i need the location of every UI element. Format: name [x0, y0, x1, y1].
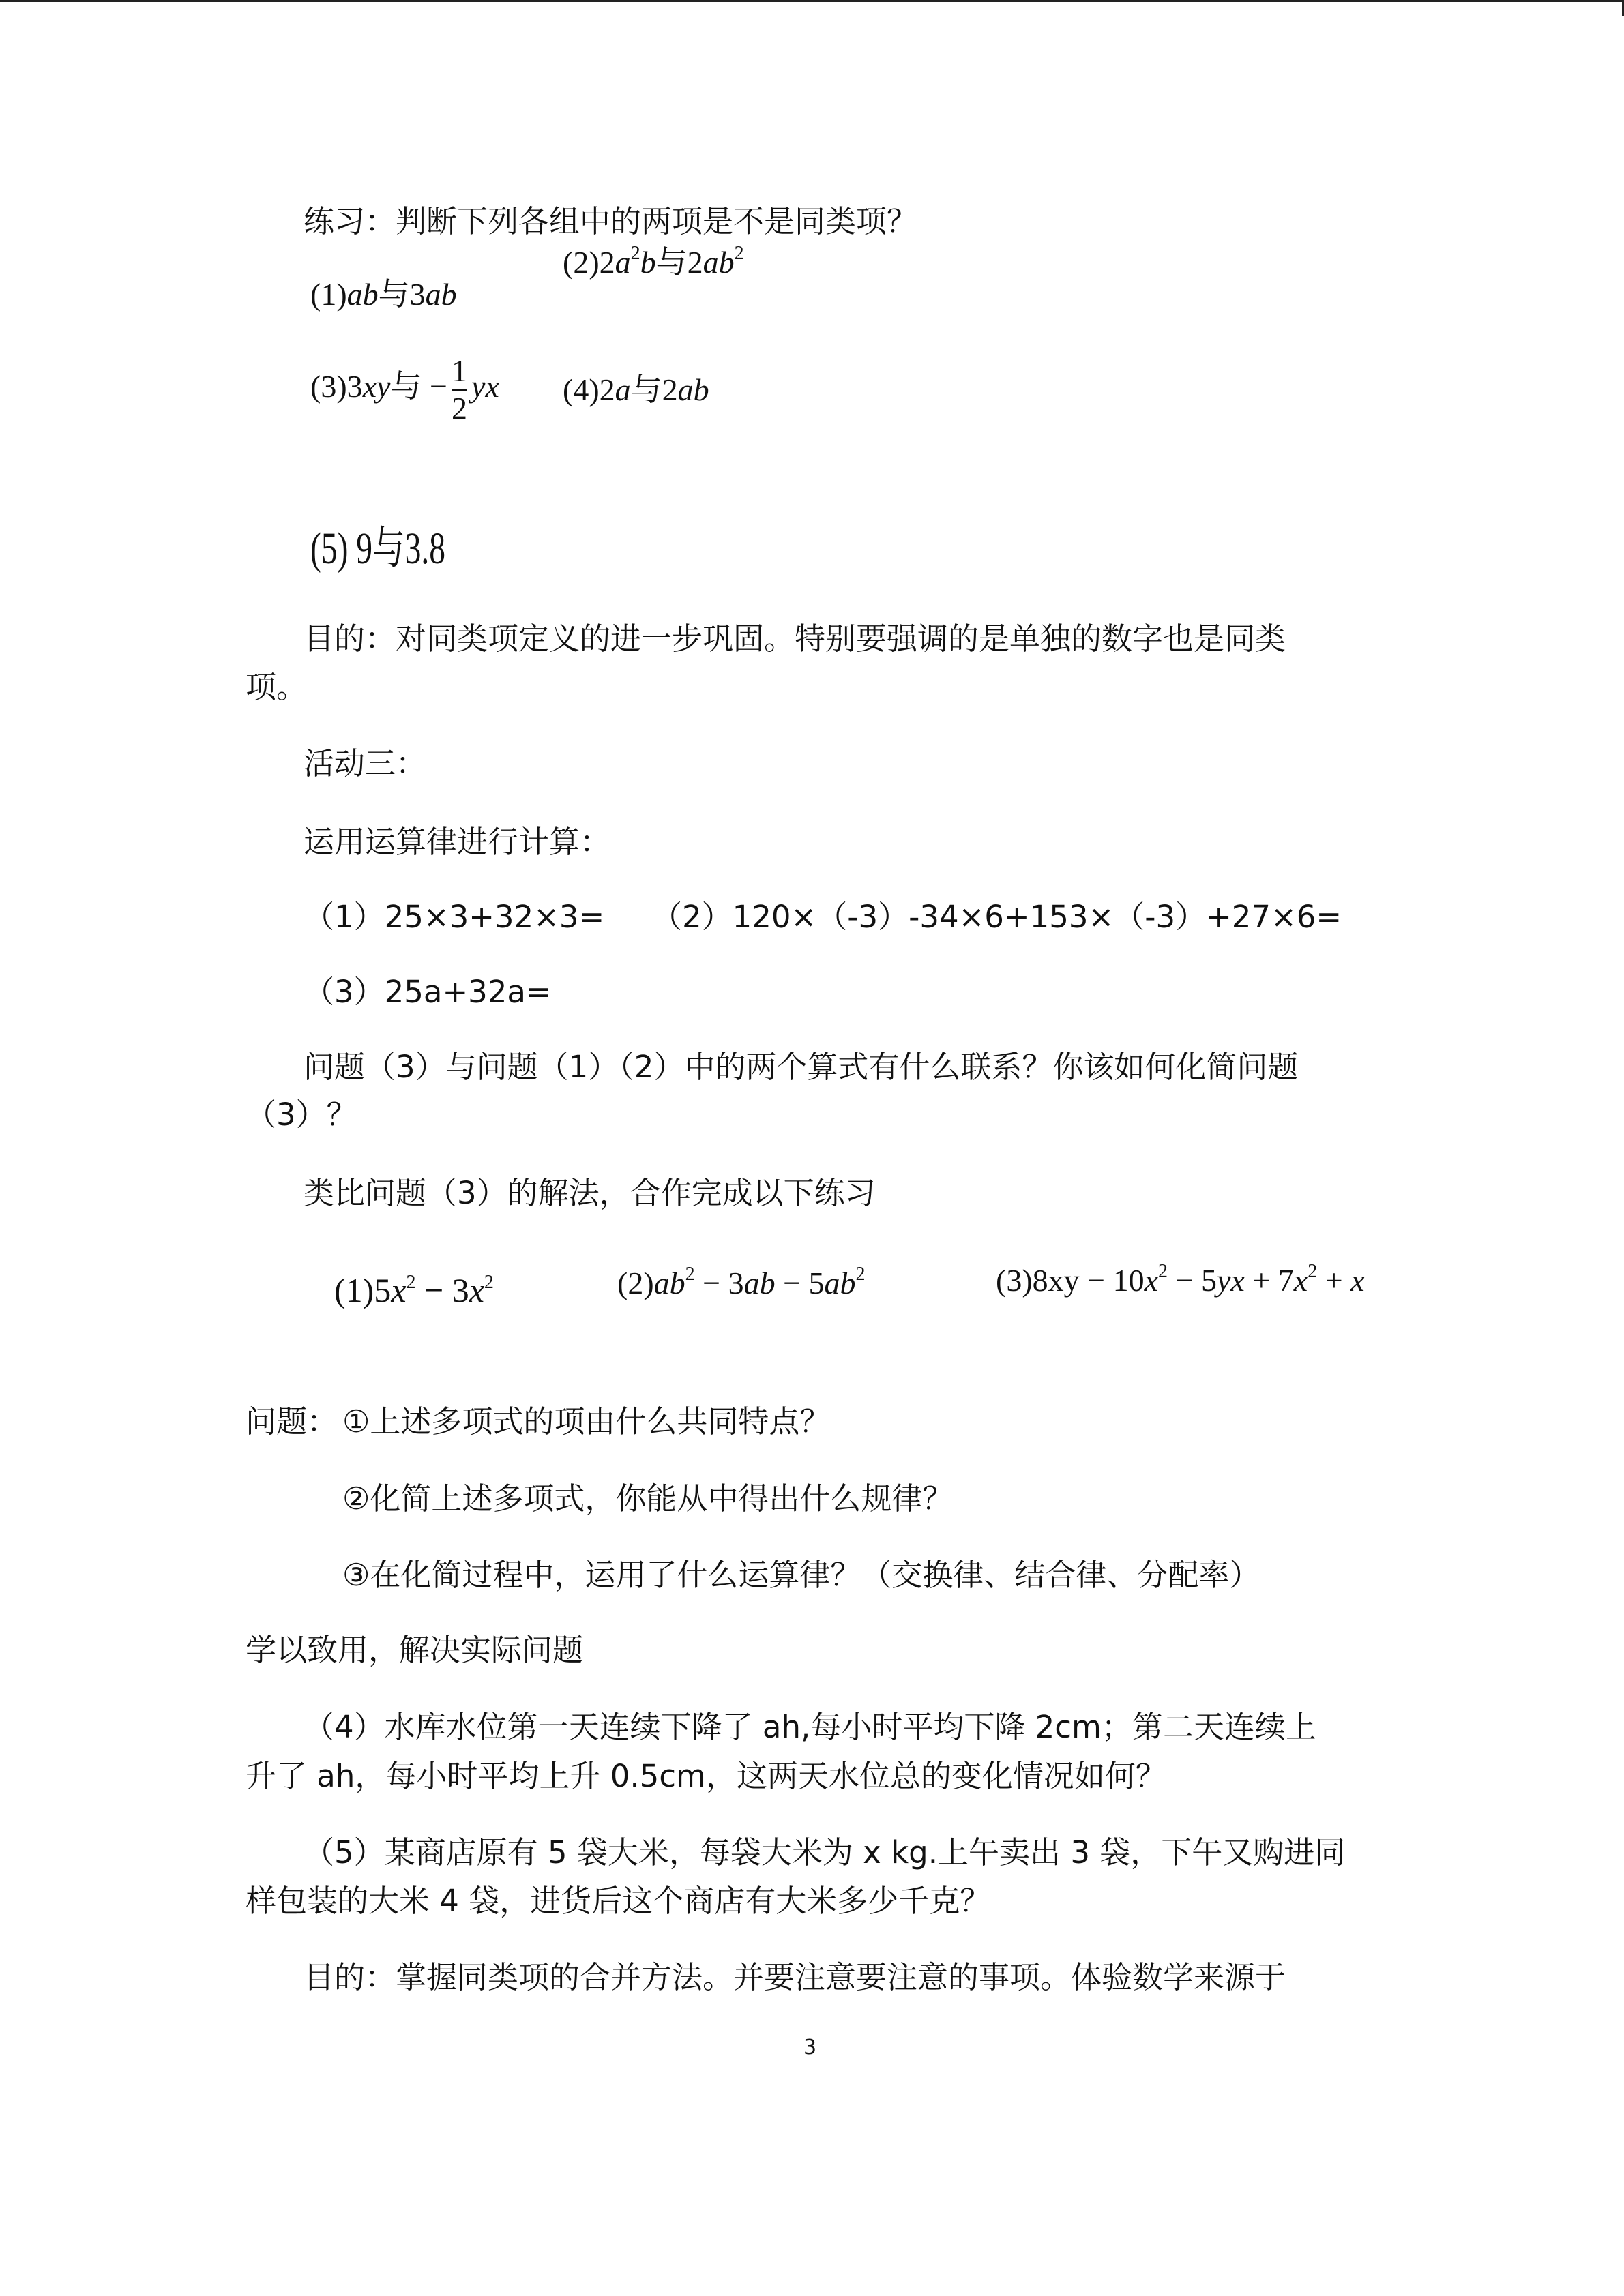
calc-question-3: （3）25a+32a= — [304, 974, 552, 1010]
exercise-item-4: (4)2a与2ab — [563, 372, 709, 407]
practice-expression-2: $(2)ab^2 - 3ab - 5ab^2$ — [617, 1264, 866, 1300]
practice-expression-3: $(3)8xy - 10x^2 - 5yx + 7x^2 + x$ — [996, 1261, 1365, 1298]
purpose-line-1: 目的：对同类项定义的进一步巩固。特别要强调的是单独的数字也是同类 — [304, 621, 1286, 657]
application-problem-4-line-2: 升了 ah，每小时平均上升 0.5cm，这两天水位总的变化情况如何？ — [246, 1758, 1166, 1794]
questions-prefix: 问题： — [246, 1403, 338, 1440]
application-problem-5-line-2: 样包装的大米 4 袋，进货后这个商店有大米多少千克？ — [246, 1883, 991, 1919]
purpose2-line-1: 目的：掌握同类项的合并方法。并要注意要注意的事项。体验数学来源于 — [304, 1959, 1286, 1995]
purpose-line-2: 项。 — [246, 669, 308, 705]
calc-question-1: （1）25×3+32×3= — [304, 899, 605, 935]
application-title: 学以致用，解决实际问题 — [246, 1632, 584, 1668]
exercise-title: 练习：判断下列各组中的两项是不是同类项？ — [304, 203, 918, 239]
relation-question-line-2: （3）？ — [246, 1097, 357, 1133]
question-1: ①上述多项式的项由什么共同特点？ — [342, 1403, 831, 1440]
page-number: 3 — [803, 2036, 817, 2059]
exercise-item-3: (3)3xy与 − $\frac{1}{2}$ yx — [310, 353, 499, 426]
relation-question-line-1: 问题（3）与问题（1）（2）中的两个算式有什么联系？你该如何化简问题 — [304, 1049, 1299, 1085]
question-3: ③在化简过程中，运用了什么运算律？（交换律、结合律、分配率） — [342, 1557, 1260, 1593]
application-problem-5-line-1: （5）某商店原有 5 袋大米，每袋大米为 x kg.上午卖出 3 袋，下午又购进同 — [304, 1834, 1346, 1870]
activity-title: 活动三： — [304, 745, 427, 781]
exercise-item-2: $(2)2a^2b$与$2ab^2$ — [563, 243, 744, 280]
top-border-line — [0, 0, 1624, 2]
exercise-item-5: (5) 9与3.8 — [310, 524, 445, 573]
calc-question-2: （2）120×（-3）-34×6+153×（-3）+27×6= — [651, 899, 1342, 935]
exercise-item-1: (1)ab与3ab — [310, 277, 457, 312]
question-2: ②化简上述多项式，你能从中得出什么规律？ — [342, 1480, 954, 1517]
practice-expression-1: $(1)5x^2 - 3x^2$ — [334, 1271, 494, 1309]
fraction-one-half: $\frac{1}{2}$ — [451, 353, 467, 426]
application-problem-4-line-1: （4）水库水位第一天连续下降了 ah,每小时平均下降 2cm；第二天连续上 — [304, 1709, 1316, 1745]
analogy-instruction: 类比问题（3）的解法，合作完成以下练习 — [304, 1175, 876, 1211]
activity-intro: 运用运算律进行计算： — [304, 824, 611, 860]
